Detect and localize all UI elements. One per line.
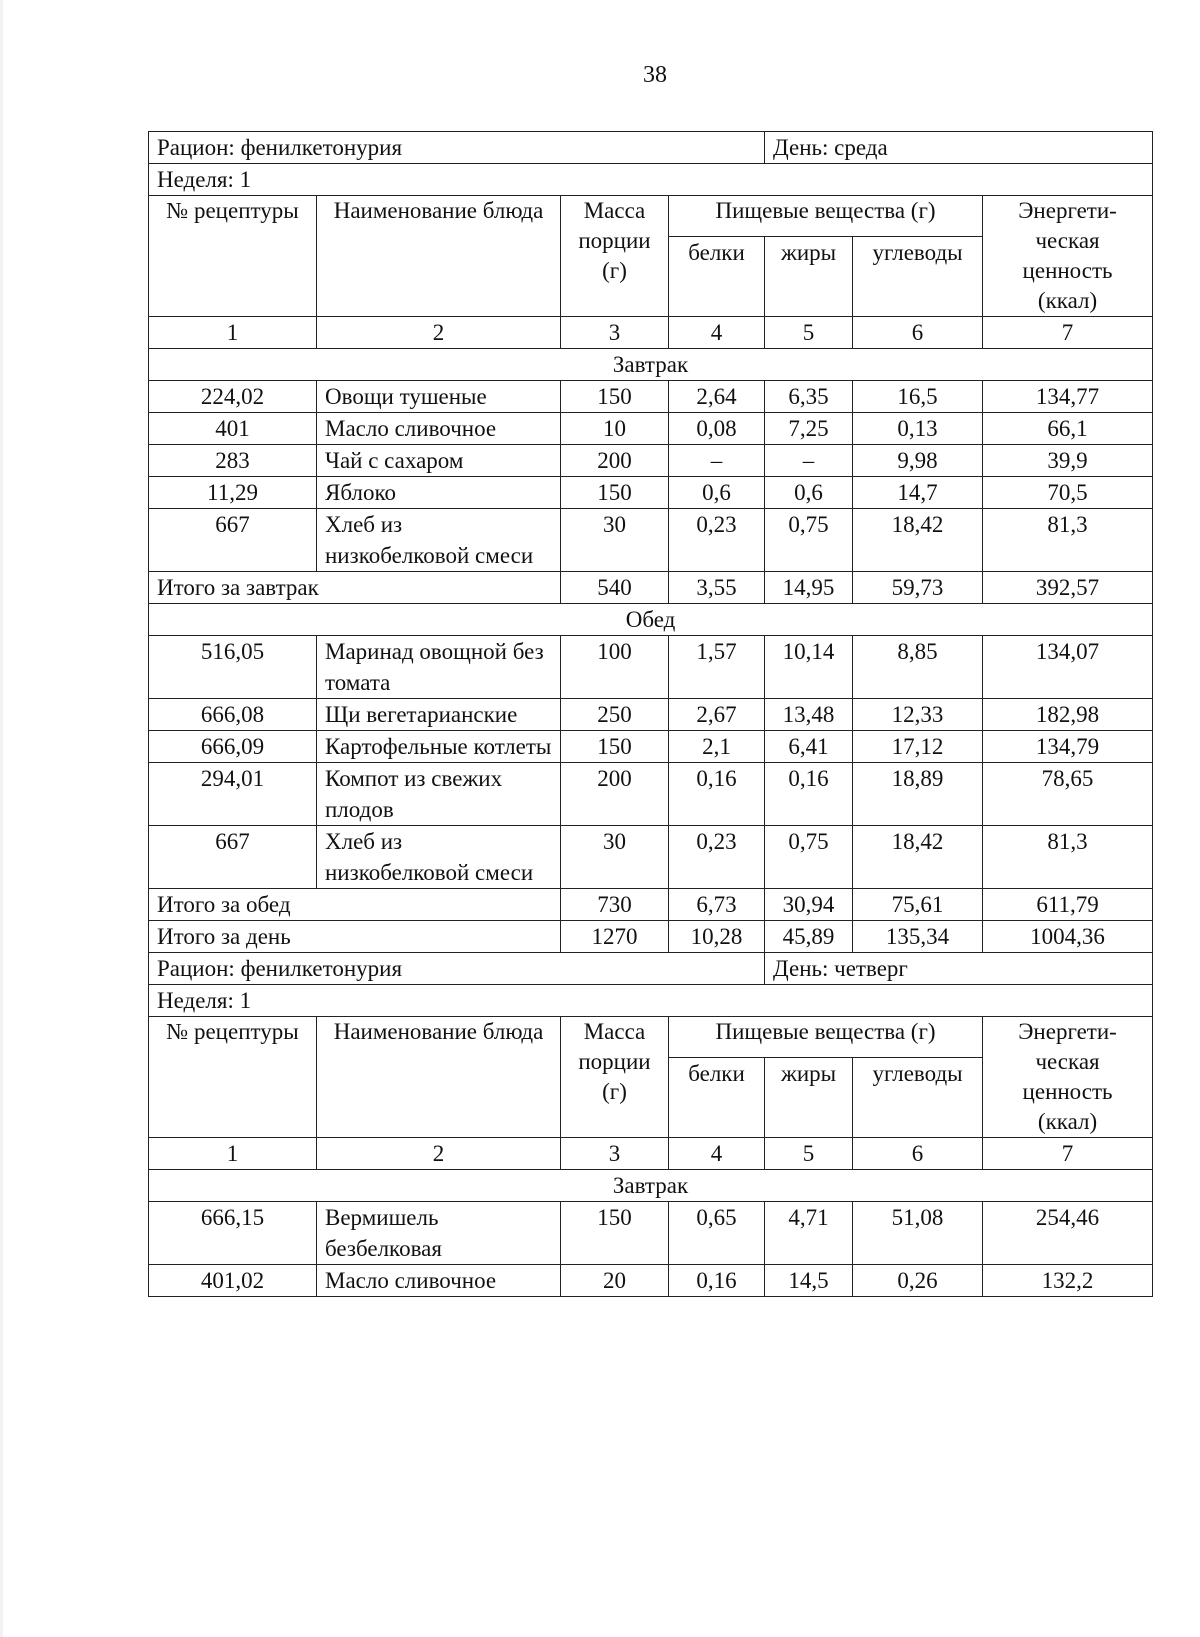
day-total-proteins: 10,28	[669, 921, 765, 953]
dish-name: Яблоко	[317, 477, 561, 509]
week-row	[149, 164, 1153, 196]
total-energy: 392,57	[983, 572, 1153, 604]
portion-mass: 30	[561, 826, 669, 889]
header-energy: Энергети-ческая ценность (ккал)	[983, 196, 1153, 317]
recipe-number: 401	[149, 413, 317, 445]
energy-value: 254,46	[983, 1202, 1153, 1265]
day-total-mass: 1270	[561, 921, 669, 953]
dish-name: Масло сливочное	[317, 1265, 561, 1297]
fats-value: 0,75	[765, 826, 853, 889]
header-proteins: белки	[669, 1058, 765, 1138]
carbs-value: 0,13	[853, 413, 983, 445]
week-label: Неделя: 1	[149, 164, 1153, 196]
dish-row	[149, 731, 1153, 763]
energy-value: 81,3	[983, 509, 1153, 572]
recipe-number: 667	[149, 826, 317, 889]
proteins-value: 0,08	[669, 413, 765, 445]
portion-mass: 100	[561, 636, 669, 699]
header-fats: жиры	[765, 1058, 853, 1138]
column-number: 3	[561, 317, 669, 349]
energy-value: 134,07	[983, 636, 1153, 699]
dish-row	[149, 699, 1153, 731]
carbs-value: 16,5	[853, 381, 983, 413]
meal-title: Обед	[149, 604, 1153, 636]
header-nutrients: Пищевые вещества (г)	[669, 1017, 983, 1058]
fats-value: 14,5	[765, 1265, 853, 1297]
menu-table-body	[149, 132, 1153, 1297]
recipe-number: 224,02	[149, 381, 317, 413]
carbs-value: 17,12	[853, 731, 983, 763]
header-dish-name: Наименование блюда	[317, 1017, 561, 1138]
meal-title: Завтрак	[149, 1170, 1153, 1202]
dish-name: Вермишель безбелковая	[317, 1202, 561, 1265]
recipe-number: 666,08	[149, 699, 317, 731]
fats-value: 0,16	[765, 763, 853, 826]
column-numbers-row	[149, 317, 1153, 349]
column-number: 2	[317, 317, 561, 349]
page-number: 38	[643, 62, 667, 88]
dish-row	[149, 826, 1153, 889]
energy-value: 81,3	[983, 826, 1153, 889]
dish-row	[149, 763, 1153, 826]
column-number: 6	[853, 1138, 983, 1170]
header-fats: жиры	[765, 237, 853, 317]
proteins-value: –	[669, 445, 765, 477]
dish-name: Овощи тушеные	[317, 381, 561, 413]
energy-value: 39,9	[983, 445, 1153, 477]
dish-name: Чай с сахаром	[317, 445, 561, 477]
column-number: 5	[765, 1138, 853, 1170]
fats-value: –	[765, 445, 853, 477]
fats-value: 7,25	[765, 413, 853, 445]
recipe-number: 666,09	[149, 731, 317, 763]
energy-value: 78,65	[983, 763, 1153, 826]
header-energy: Энергети-ческая ценность (ккал)	[983, 1017, 1153, 1138]
proteins-value: 0,16	[669, 1265, 765, 1297]
dish-name: Щи вегетарианские	[317, 699, 561, 731]
ration-row	[149, 132, 1153, 164]
carbs-value: 14,7	[853, 477, 983, 509]
proteins-value: 0,23	[669, 826, 765, 889]
energy-value: 134,79	[983, 731, 1153, 763]
dish-row	[149, 413, 1153, 445]
page-edge	[0, 0, 3, 1637]
header-row	[149, 1017, 1153, 1058]
fats-value: 6,41	[765, 731, 853, 763]
day-label: День: среда	[765, 132, 1153, 164]
meal-total-label: Итого за обед	[149, 889, 561, 921]
day-total-carbs: 135,34	[853, 921, 983, 953]
dish-name: Маринад овощной без томата	[317, 636, 561, 699]
recipe-number: 667	[149, 509, 317, 572]
proteins-value: 2,1	[669, 731, 765, 763]
dish-name: Хлеб из низкобелковой смеси	[317, 826, 561, 889]
total-carbs: 59,73	[853, 572, 983, 604]
carbs-value: 18,89	[853, 763, 983, 826]
column-number: 3	[561, 1138, 669, 1170]
ration-label: Рацион: фенилкетонурия	[149, 132, 765, 164]
total-carbs: 75,61	[853, 889, 983, 921]
proteins-value: 2,64	[669, 381, 765, 413]
day-label: День: четверг	[765, 953, 1153, 985]
carbs-value: 18,42	[853, 509, 983, 572]
recipe-number: 283	[149, 445, 317, 477]
total-fats: 30,94	[765, 889, 853, 921]
proteins-value: 0,16	[669, 763, 765, 826]
total-mass: 540	[561, 572, 669, 604]
header-nutrients: Пищевые вещества (г)	[669, 196, 983, 237]
header-carbs: углеводы	[853, 237, 983, 317]
column-number: 7	[983, 1138, 1153, 1170]
meal-total-row	[149, 572, 1153, 604]
fats-value: 0,75	[765, 509, 853, 572]
fats-value: 13,48	[765, 699, 853, 731]
portion-mass: 150	[561, 731, 669, 763]
recipe-number: 294,01	[149, 763, 317, 826]
day-total-label: Итого за день	[149, 921, 561, 953]
meal-total-label: Итого за завтрак	[149, 572, 561, 604]
energy-value: 70,5	[983, 477, 1153, 509]
column-number: 5	[765, 317, 853, 349]
carbs-value: 51,08	[853, 1202, 983, 1265]
ration-row	[149, 953, 1153, 985]
dish-row	[149, 1202, 1153, 1265]
portion-mass: 200	[561, 445, 669, 477]
dish-name: Картофельные котлеты	[317, 731, 561, 763]
ration-label: Рацион: фенилкетонурия	[149, 953, 765, 985]
day-total-row	[149, 921, 1153, 953]
portion-mass: 10	[561, 413, 669, 445]
column-numbers-row	[149, 1138, 1153, 1170]
dish-name: Хлеб из низкобелковой смеси	[317, 509, 561, 572]
week-row	[149, 985, 1153, 1017]
carbs-value: 8,85	[853, 636, 983, 699]
header-recipe-no: № рецептуры	[149, 196, 317, 317]
proteins-value: 0,65	[669, 1202, 765, 1265]
header-recipe-no: № рецептуры	[149, 1017, 317, 1138]
proteins-value: 1,57	[669, 636, 765, 699]
meal-title-row	[149, 349, 1153, 381]
proteins-value: 2,67	[669, 699, 765, 731]
energy-value: 66,1	[983, 413, 1153, 445]
fats-value: 4,71	[765, 1202, 853, 1265]
column-number: 2	[317, 1138, 561, 1170]
meal-title-row	[149, 604, 1153, 636]
carbs-value: 0,26	[853, 1265, 983, 1297]
recipe-number: 666,15	[149, 1202, 317, 1265]
portion-mass: 30	[561, 509, 669, 572]
energy-value: 182,98	[983, 699, 1153, 731]
meal-total-row	[149, 889, 1153, 921]
total-proteins: 6,73	[669, 889, 765, 921]
dish-row	[149, 1265, 1153, 1297]
carbs-value: 18,42	[853, 826, 983, 889]
portion-mass: 200	[561, 763, 669, 826]
proteins-value: 0,23	[669, 509, 765, 572]
recipe-number: 11,29	[149, 477, 317, 509]
meal-title: Завтрак	[149, 349, 1153, 381]
column-number: 6	[853, 317, 983, 349]
column-number: 1	[149, 1138, 317, 1170]
dish-name: Масло сливочное	[317, 413, 561, 445]
column-number: 1	[149, 317, 317, 349]
portion-mass: 250	[561, 699, 669, 731]
dish-row	[149, 381, 1153, 413]
recipe-number: 401,02	[149, 1265, 317, 1297]
dish-row	[149, 509, 1153, 572]
header-carbs: углеводы	[853, 1058, 983, 1138]
portion-mass: 20	[561, 1265, 669, 1297]
column-number: 7	[983, 317, 1153, 349]
fats-value: 10,14	[765, 636, 853, 699]
portion-mass: 150	[561, 477, 669, 509]
energy-value: 134,77	[983, 381, 1153, 413]
header-proteins: белки	[669, 237, 765, 317]
portion-mass: 150	[561, 1202, 669, 1265]
column-number: 4	[669, 317, 765, 349]
proteins-value: 0,6	[669, 477, 765, 509]
total-mass: 730	[561, 889, 669, 921]
header-row	[149, 196, 1153, 237]
dish-row	[149, 477, 1153, 509]
header-portion-mass: Масса порции (г)	[561, 196, 669, 317]
recipe-number: 516,05	[149, 636, 317, 699]
column-number: 4	[669, 1138, 765, 1170]
meal-title-row	[149, 1170, 1153, 1202]
dish-row	[149, 636, 1153, 699]
fats-value: 6,35	[765, 381, 853, 413]
day-total-energy: 1004,36	[983, 921, 1153, 953]
header-portion-mass: Масса порции (г)	[561, 1017, 669, 1138]
dish-name: Компот из свежих плодов	[317, 763, 561, 826]
portion-mass: 150	[561, 381, 669, 413]
total-fats: 14,95	[765, 572, 853, 604]
carbs-value: 12,33	[853, 699, 983, 731]
day-total-fats: 45,89	[765, 921, 853, 953]
energy-value: 132,2	[983, 1265, 1153, 1297]
fats-value: 0,6	[765, 477, 853, 509]
menu-table	[148, 131, 1153, 1297]
dish-row	[149, 445, 1153, 477]
carbs-value: 9,98	[853, 445, 983, 477]
total-proteins: 3,55	[669, 572, 765, 604]
total-energy: 611,79	[983, 889, 1153, 921]
header-dish-name: Наименование блюда	[317, 196, 561, 317]
week-label: Неделя: 1	[149, 985, 1153, 1017]
